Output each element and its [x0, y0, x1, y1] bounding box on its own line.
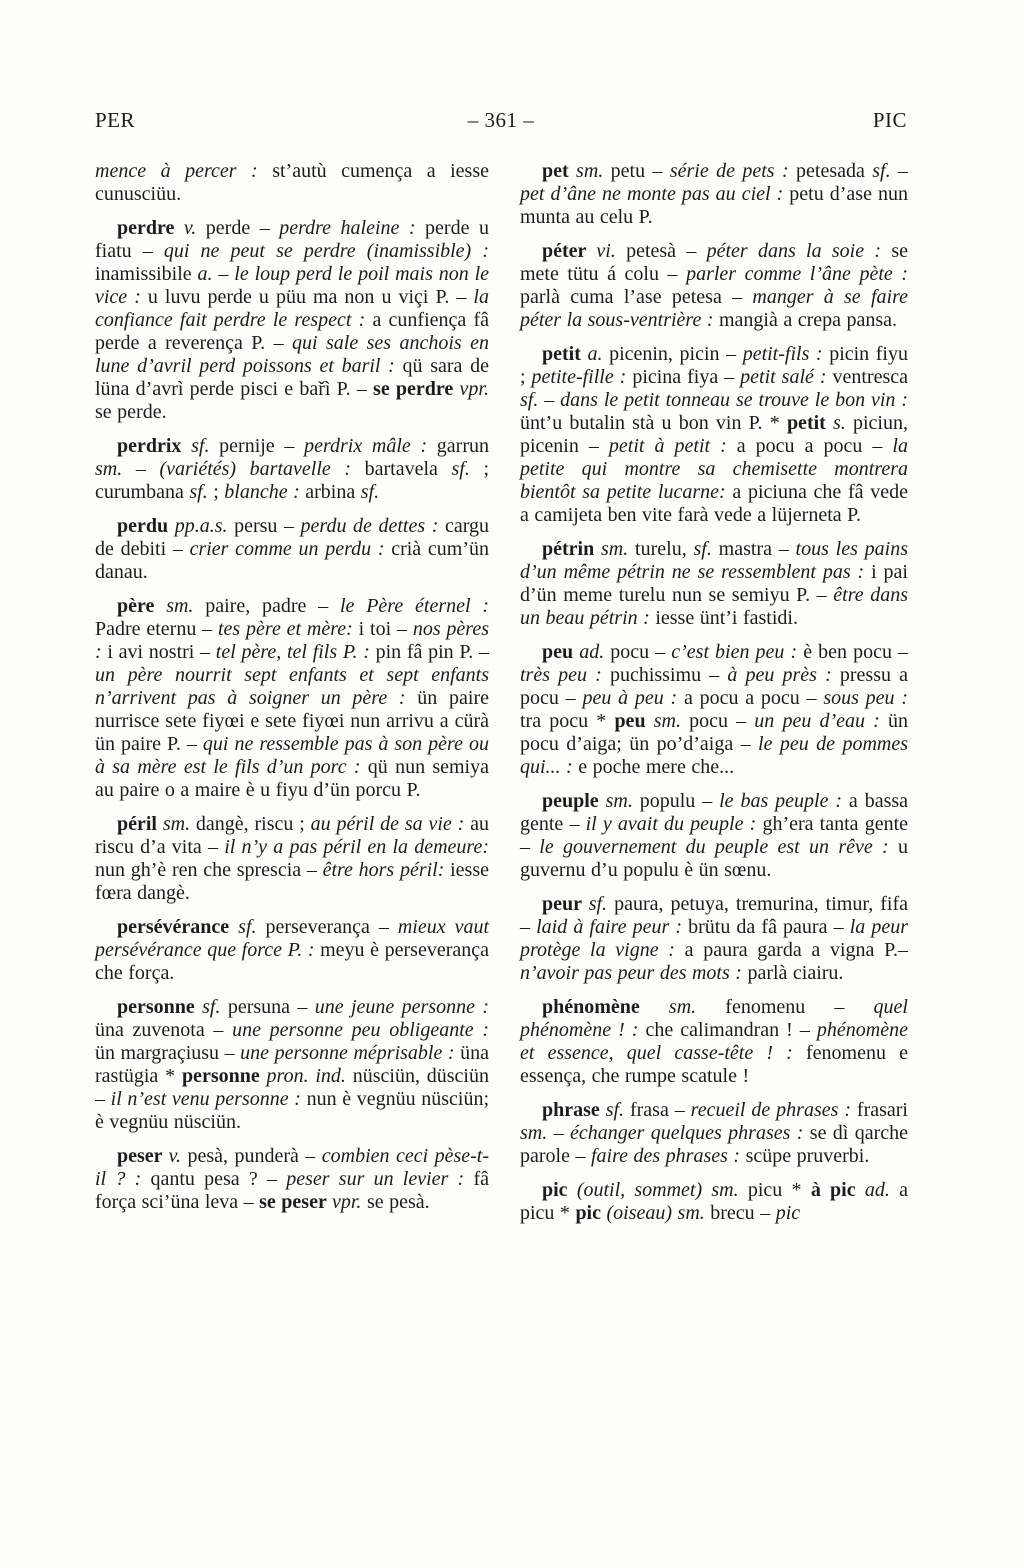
italic-text: une jeune personne : [314, 996, 489, 1018]
italic-text: le loup perd le poil mais non le vice : [95, 263, 490, 308]
headword: peuple [542, 790, 606, 812]
italic-text: perdu de dettes : [300, 515, 445, 537]
plain-text: Padre eternu – [95, 618, 218, 640]
header-guide-word-left: PER [95, 108, 136, 132]
italic-text: la petite qui montre sa chemisette montrera bientôt sa petite lucarne: [520, 435, 908, 503]
plain-text: st’autù cumença a iesse cunusciüu. [95, 160, 489, 205]
plain-text: qantu pesa ? – [150, 1168, 287, 1190]
italic-text: sm. [162, 813, 196, 835]
italic-text: peser sur un levier : [286, 1168, 474, 1190]
plain-text: qü sara de lüna d’avrì perde pisci e bařì P. – [95, 355, 489, 400]
italic-text: v. [183, 217, 206, 239]
plain-text: puchissimu – [609, 664, 728, 686]
italic-text: sm. [576, 160, 611, 182]
italic-text: v. [168, 1145, 188, 1167]
plain-text: pesà, punderà – [187, 1145, 322, 1167]
italic-text: sf. [520, 389, 545, 411]
italic-text: faire des phrases : [590, 1145, 746, 1167]
headword: phrase [542, 1099, 606, 1121]
headword: petit [542, 343, 588, 365]
italic-text: le Père éternel : [339, 595, 489, 617]
italic-text: vi. [596, 240, 627, 262]
italic-text: une personne peu obligeante : [232, 1019, 489, 1041]
plain-text: turelu, [635, 538, 694, 560]
plain-text: perde u fiatu – [95, 217, 489, 262]
plain-text: gh’era tanta gente – [520, 813, 908, 858]
italic-text: vpr. [459, 378, 489, 400]
plain-text: ün paire nurrisce sete fiyœi e sete fiyœi nun arrivu a cürà ün paire P. – [95, 687, 489, 755]
italic-text: sm. [166, 595, 206, 617]
italic-text: sm. [653, 710, 690, 732]
italic-text: crier comme un perdu : [189, 538, 392, 560]
plain-text: arbina [305, 481, 361, 503]
plain-text: a paura garda a vigna P.– [684, 939, 908, 961]
headword: se peser [259, 1191, 332, 1213]
italic-text: a. [587, 343, 610, 365]
headword: peu [614, 710, 654, 732]
plain-text: nüsciün, düsciün – [95, 1065, 489, 1110]
italic-text: péter dans la soie : [706, 240, 892, 262]
italic-text: très peu : [520, 664, 610, 686]
plain-text: u luvu perde u püu ma non u viçi P. – [147, 286, 474, 308]
plain-text: frasari [856, 1099, 908, 1121]
plain-text: a piciuna che fâ vede a camijeta ben vite farà vede a lüjerneta P. [520, 481, 908, 526]
dictionary-entry [520, 893, 908, 985]
plain-text: frasa – [629, 1099, 691, 1121]
plain-text: fenomenu – [725, 996, 874, 1018]
plain-text: populu – [639, 790, 720, 812]
italic-text: tous les pains d’un même pétrin ne se ressemblent pas : [520, 538, 909, 583]
headword: peser [117, 1145, 169, 1167]
italic-text: (oiseau) sm. [606, 1202, 711, 1224]
plain-text: pocu – [610, 641, 672, 663]
plain-text: picin fiyu ; [520, 343, 908, 388]
plain-text: – [544, 389, 561, 411]
headword: phénomène [542, 996, 669, 1018]
plain-text: crià cum’ün danau. [95, 538, 489, 583]
italic-text: (variétés) bartavelle : [159, 458, 365, 480]
plain-text: picu * [747, 1179, 811, 1201]
italic-text: combien ceci pèse-t-il ? : [95, 1145, 489, 1190]
plain-text: ün margraçiusu – [95, 1042, 241, 1064]
italic-text: sf. [588, 893, 615, 915]
plain-text: fâ força sci’üna leva – [95, 1168, 489, 1213]
dictionary-entry [520, 1099, 908, 1168]
italic-text: la confiance fait perdre le respect : [95, 286, 489, 331]
dictionary-entry [520, 790, 908, 882]
italic-text: sf. [189, 481, 214, 503]
italic-text: (outil, sommet) sm. [576, 1179, 748, 1201]
italic-text: série de pets : [669, 160, 797, 182]
plain-text: scüpe pruverbi. [745, 1145, 870, 1167]
italic-text: mieux vaut persévérance que force P. : [95, 916, 489, 961]
headword: se perdre [373, 378, 460, 400]
italic-text: sf. [360, 481, 380, 503]
headword: péril [117, 813, 163, 835]
italic-text: ad. [579, 641, 611, 663]
dictionary-entry [520, 538, 908, 630]
dictionary-entry [520, 160, 908, 229]
plain-text: ün pocu d’aiga; ün po’d’aiga – [520, 710, 908, 755]
headword: persévérance [117, 916, 239, 938]
plain-text: bartavela [364, 458, 452, 480]
dictionary-entry [520, 1179, 908, 1225]
plain-text: a picu * [520, 1179, 909, 1224]
plain-text: pocu – [689, 710, 755, 732]
italic-text: il n’est venu personne : [110, 1088, 307, 1110]
running-head [95, 108, 907, 133]
plain-text: i avi nostri – [107, 641, 216, 663]
headword: perdrix [117, 435, 192, 457]
italic-text: le peu de pommes qui... : [520, 733, 908, 778]
italic-text: recueil de phrases : [690, 1099, 857, 1121]
plain-text: i toi – [358, 618, 413, 640]
headword: péter [542, 240, 597, 262]
plain-text: se pesà. [366, 1191, 430, 1213]
headword: personne [181, 1065, 267, 1087]
plain-text: persu – [234, 515, 301, 537]
plain-text: au riscu d’a vita – [95, 813, 489, 858]
plain-text: a pocu a pocu – [736, 435, 893, 457]
italic-text: quel phénomène ! : [520, 996, 908, 1041]
dictionary-entry [95, 217, 489, 424]
headword: pic [542, 1179, 577, 1201]
plain-text: üna zuvenota – [95, 1019, 233, 1041]
italic-text: un peu d’eau : [754, 710, 888, 732]
plain-text: nun è vegnüu nüsciün; è vegnüu nüsciün. [95, 1088, 490, 1133]
italic-text: être hors péril: [322, 859, 451, 881]
dictionary-entry [520, 343, 908, 527]
italic-text: être dans un beau pétrin : [520, 584, 908, 629]
plain-text: inamissibile [95, 263, 198, 285]
plain-text: se mete tütu á colu – [520, 240, 908, 285]
italic-text: le gouvernement du peuple est un rêve : [539, 836, 898, 858]
dictionary-entry [520, 641, 908, 779]
italic-text: sf. [605, 1099, 630, 1121]
italic-text: pron. ind. [266, 1065, 353, 1087]
headword: peu [542, 641, 580, 663]
italic-text: tel père, tel fils P. : [215, 641, 376, 663]
headword: perdre [117, 217, 184, 239]
italic-text: sf. [202, 996, 228, 1018]
italic-text: laid à faire peur : [536, 916, 689, 938]
italic-text: sm. [601, 538, 636, 560]
plain-text: pin fâ pin P. – [375, 641, 490, 663]
dictionary-entry [95, 435, 489, 504]
italic-text: petite-fille : [531, 366, 633, 388]
plain-text: ; curumbana [95, 458, 490, 503]
italic-text: pic [775, 1202, 801, 1224]
italic-text: sm. [668, 996, 726, 1018]
plain-text: perde – [205, 217, 280, 239]
plain-text: piciun, picenin – [520, 412, 908, 457]
plain-text: picina fiya – [632, 366, 741, 388]
italic-text: mence à percer : [95, 160, 273, 182]
plain-text: a pocu a pocu – [683, 687, 824, 709]
italic-text: perdre haleine : [279, 217, 426, 239]
headword: peur [542, 893, 589, 915]
plain-text: picenin, picin – [609, 343, 743, 365]
italic-text: un père nourrit sept enfants et sept enfants n’arrivent pas à soigner un père : [95, 664, 489, 709]
plain-text: petu d’ase nun munta au celu P. [520, 183, 908, 228]
page-number: – 361 – [467, 108, 535, 132]
plain-text: se perde. [95, 401, 167, 423]
plain-text: paire, padre – [205, 595, 340, 617]
headword: personne [117, 996, 203, 1018]
plain-text: a cunfiença fâ perde a reverença P. – [95, 309, 489, 354]
italic-text: n’avoir pas peur des mots : [520, 962, 748, 984]
plain-text: cargu de debiti – [95, 515, 489, 560]
plain-text: tra pocu * [520, 710, 615, 732]
plain-text: a bassa gente – [520, 790, 909, 835]
headword: pet [542, 160, 577, 182]
plain-text: garrun [436, 435, 489, 457]
plain-text: u guvernu d’u populu è ün sœnu. [520, 836, 908, 881]
plain-text: brecu – [710, 1202, 776, 1224]
plain-text: iesse fœra dangè. [95, 859, 489, 904]
plain-text: qü nun semiya au paire o a maire è u fiyu d’ün porcu P. [95, 756, 489, 801]
italic-text: peu à peu : [582, 687, 684, 709]
plain-text: – [897, 160, 908, 182]
header-guide-word-right: PIC [872, 108, 907, 132]
plain-text: petesada [796, 160, 873, 182]
dictionary-entry [520, 996, 908, 1088]
plain-text: dangè, riscu ; [195, 813, 311, 835]
plain-text: ventresca [832, 366, 908, 388]
headword: petit [786, 412, 834, 434]
italic-text: il n’y a pas péril en la demeure: [224, 836, 490, 858]
headword: à pic [810, 1179, 865, 1201]
italic-text: c’est bien peu : [671, 641, 804, 663]
plain-text: parlà ciairu. [747, 962, 844, 984]
italic-text: a. [197, 263, 219, 285]
plain-text: i pai d’ün meme turelu nun se semiyu P. – [520, 561, 908, 606]
plain-text: brütu da fâ paura – [688, 916, 850, 938]
italic-text: s. [833, 412, 853, 434]
plain-text: – [218, 263, 235, 285]
dictionary-entry [95, 813, 489, 905]
italic-text: ad. [864, 1179, 900, 1201]
italic-text: parler comme l’âne pète : [686, 263, 908, 285]
plain-text: üna rastügia * [95, 1042, 489, 1087]
italic-text: vpr. [331, 1191, 367, 1213]
italic-text: petit à petit : [608, 435, 737, 457]
plain-text: parlà cuma l’ase petesa – [520, 286, 753, 308]
italic-text: sf. [872, 160, 898, 182]
italic-text: pp.a.s. [174, 515, 235, 537]
italic-text: manger à se faire péter la sous-ventrière : [520, 286, 908, 331]
plain-text: petu – [610, 160, 670, 182]
italic-text: blanche : [224, 481, 306, 503]
italic-text: phénomène et essence, quel casse-tête ! : [520, 1019, 908, 1064]
italic-text: perdrix mâle : [304, 435, 437, 457]
plain-text: perseverança – [265, 916, 398, 938]
dictionary-entry [95, 515, 489, 584]
italic-text: qui ne peut se perdre (inamissible) : [163, 240, 489, 262]
italic-text: tes père et mère: [218, 618, 359, 640]
italic-text: il y avait du peuple : [585, 813, 763, 835]
plain-text: mastra – [718, 538, 796, 560]
plain-text: persuna – [227, 996, 315, 1018]
plain-text: pernije – [219, 435, 305, 457]
italic-text: pet d’âne ne monte pas au ciel : [520, 183, 790, 205]
italic-text: qui ne ressemble pas à son père ou à sa mère est le fils d’un porc : [95, 733, 489, 778]
plain-text: e poche mere che... [578, 756, 735, 778]
italic-text: sous peu : [823, 687, 908, 709]
italic-text: sf. [693, 538, 719, 560]
plain-text: che calimandran ! – [645, 1019, 817, 1041]
headword: père [117, 595, 167, 617]
plain-text: fenomenu e essença, che rumpe scatule ! [520, 1042, 908, 1087]
text-columns [95, 160, 908, 1225]
plain-text: – [135, 458, 160, 480]
italic-text: petit salé : [740, 366, 833, 388]
plain-text: meyu è perseverança che força. [95, 939, 489, 984]
italic-text: qui sale ses anchois en lune d’avril perd poissons et baril : [95, 332, 490, 377]
italic-text: une personne méprisable : [240, 1042, 461, 1064]
plain-text: nun gh’è ren che sprescia – [95, 859, 323, 881]
headword: pétrin [542, 538, 602, 560]
column-left [95, 160, 489, 1225]
italic-text: échanger quelques phrases : [569, 1122, 810, 1144]
italic-text: petit-fils : [742, 343, 830, 365]
italic-text: sm. [95, 458, 136, 480]
plain-text: ; [213, 481, 225, 503]
italic-text: au péril de sa vie : [310, 813, 471, 835]
dictionary-entry [520, 240, 908, 332]
italic-text: à peu près : [727, 664, 840, 686]
column-right [520, 160, 908, 1225]
italic-text: sf. [191, 435, 220, 457]
plain-text: petesà – [626, 240, 707, 262]
dictionary-entry [95, 916, 489, 985]
headword: pic [575, 1202, 607, 1224]
dictionary-entry [95, 1145, 489, 1214]
plain-text: se dì qarche parole – [520, 1122, 908, 1167]
plain-text: iesse ünt’i fastidi. [655, 607, 798, 629]
dictionary-entry [95, 996, 489, 1134]
plain-text: è ben pocu – [803, 641, 909, 663]
dictionary-entry [95, 160, 489, 206]
plain-text: paura, petuya, tremurina, timur, fifa – [520, 893, 908, 938]
dictionary-entry [95, 595, 489, 802]
italic-text: le bas peuple : [719, 790, 849, 812]
plain-text: pressu a pocu – [520, 664, 908, 709]
italic-text: sm. [520, 1122, 554, 1144]
italic-text: sf. [451, 458, 484, 480]
headword: perdu [117, 515, 175, 537]
plain-text: ünt’u butalin stà u bon vin P. * [520, 412, 787, 434]
italic-text: sf. [238, 916, 266, 938]
plain-text: – [553, 1122, 570, 1144]
italic-text: nos pères : [95, 618, 490, 663]
italic-text: sm. [605, 790, 640, 812]
italic-text: la peur protège la vigne : [520, 916, 909, 961]
italic-text: dans le petit tonneau se trouve le bon vin : [560, 389, 908, 411]
plain-text: mangià a crepa pansa. [718, 309, 898, 331]
